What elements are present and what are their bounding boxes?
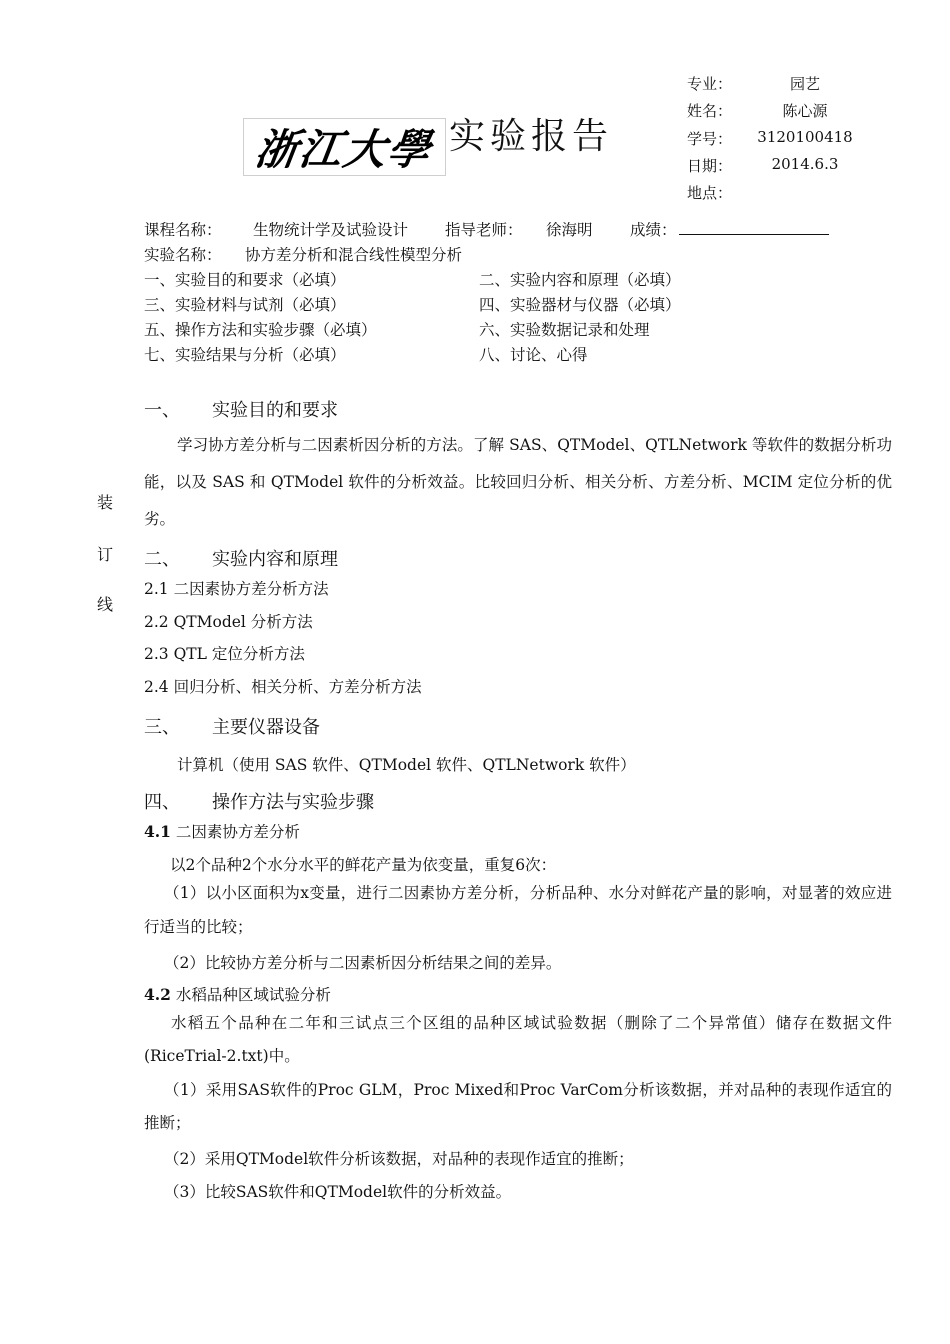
section-2-number: 二、	[144, 549, 180, 570]
subsection-4-1-heading	[144, 820, 300, 842]
purpose-paragraph: 学习协方差分析与二因素析因分析的方法。了解 SAS、QTModel、QTLNetwork 等软件的数据分析功能，以及 SAS 和 QTModel 软件的分析效益。比较回归分析、相关分析、方差分析、MCIM 定位分析的优劣。	[144, 436, 892, 528]
name-value: 陈心源	[782, 102, 828, 120]
subsection-4-2-heading	[144, 983, 331, 1005]
section-1-number: 一、	[144, 400, 180, 421]
binding-mark: 订	[97, 545, 114, 564]
binding-mark: 装	[97, 493, 114, 512]
toc-item: 八、讨论、心得	[479, 346, 588, 364]
toc-item: 二、实验内容和原理（必填）	[479, 271, 681, 289]
section-4-number: 四、	[144, 792, 180, 813]
section-4-title: 操作方法与实验步骤	[212, 792, 374, 813]
major-value: 园艺	[789, 75, 820, 93]
rice-trial-paragraph: 水稻五个品种在二年和三试点三个区组的品种区域试验数据（删除了二个异常值）储存在数据文件(RiceTrial-2.txt)中。	[144, 1014, 892, 1065]
subsection-4-2-item-2: （2）采用QTModel软件分析该数据，对品种的表现作适宜的推断；	[164, 1150, 634, 1168]
step-paragraph: （1）采用SAS软件的Proc GLM，Proc Mixed和Proc VarCom分析该数据，并对品种的表现作适宜的推断；	[144, 1081, 892, 1132]
grade-field	[630, 218, 829, 240]
teacher-name: 徐海明	[546, 221, 593, 239]
equipment-text: 计算机（使用 SAS 软件、QTModel 软件、QTLNetwork 软件）	[177, 756, 636, 774]
toc-item: 四、实验器材与仪器（必填）	[479, 296, 681, 314]
major-label: 专业：	[687, 75, 733, 93]
logo-text: 浙江大學	[252, 125, 436, 174]
subsection-4-1-item-1	[144, 876, 892, 944]
student-id-label: 学号：	[687, 130, 733, 148]
toc-item: 一、实验目的和要求（必填）	[144, 271, 346, 289]
teacher-label: 指导老师：	[445, 221, 523, 239]
name-label: 姓名：	[687, 102, 733, 120]
step-paragraph: （1）以小区面积为x变量，进行二因素协方差分析，分析品种、水分对鲜花产量的影响，对显著的效应进行适当的比较；	[144, 884, 892, 936]
university-logo	[243, 118, 446, 176]
section-1-title: 实验目的和要求	[212, 400, 338, 421]
list-item: 2.2 QTModel 分析方法	[144, 613, 313, 631]
subsection-title: 二因素协方差分析	[170, 823, 300, 841]
subsection-title: 水稻品种区域试验分析	[170, 986, 331, 1004]
course-name: 生物统计学及试验设计	[253, 221, 409, 239]
section-3-number: 三、	[144, 717, 180, 738]
toc-item: 七、实验结果与分析（必填）	[144, 346, 346, 364]
subsection-4-2-item-3: （3）比较SAS软件和QTModel软件的分析效益。	[164, 1183, 512, 1201]
grade-blank	[679, 220, 829, 235]
experiment-label: 实验名称：	[144, 246, 222, 264]
experiment-name: 协方差分析和混合线性模型分析	[245, 246, 463, 264]
subsection-number: 4.2	[144, 985, 171, 1004]
date-value: 2014.6.3	[771, 155, 839, 173]
subsection-number: 4.1	[144, 822, 171, 841]
subsection-4-2-item-1	[144, 1074, 892, 1140]
toc-item: 三、实验材料与试剂（必填）	[144, 296, 346, 314]
subsection-4-1-intro: 以2个品种2个水分水平的鲜花产量为依变量，重复6次：	[170, 856, 557, 874]
section-2-title: 实验内容和原理	[212, 549, 338, 570]
list-item: 2.4 回归分析、相关分析、方差分析方法	[144, 678, 422, 696]
report-title: 实验报告	[449, 116, 614, 157]
location-label: 地点：	[687, 184, 733, 202]
section-3-title: 主要仪器设备	[212, 717, 320, 738]
binding-mark: 线	[97, 595, 114, 614]
student-id-value: 3120100418	[757, 128, 853, 146]
subsection-4-1-item-2: （2）比较协方差分析与二因素析因分析结果之间的差异。	[164, 954, 562, 972]
toc-item: 五、操作方法和实验步骤（必填）	[144, 321, 377, 339]
toc-item: 六、实验数据记录和处理	[479, 321, 650, 339]
grade-label: 成绩：	[630, 221, 677, 239]
course-label: 课程名称：	[144, 221, 222, 239]
section-1-body	[144, 427, 892, 538]
list-item: 2.3 QTL 定位分析方法	[144, 645, 305, 663]
date-label: 日期：	[687, 157, 733, 175]
list-item: 2.1 二因素协方差分析方法	[144, 580, 329, 598]
subsection-4-2-intro	[144, 1007, 892, 1073]
